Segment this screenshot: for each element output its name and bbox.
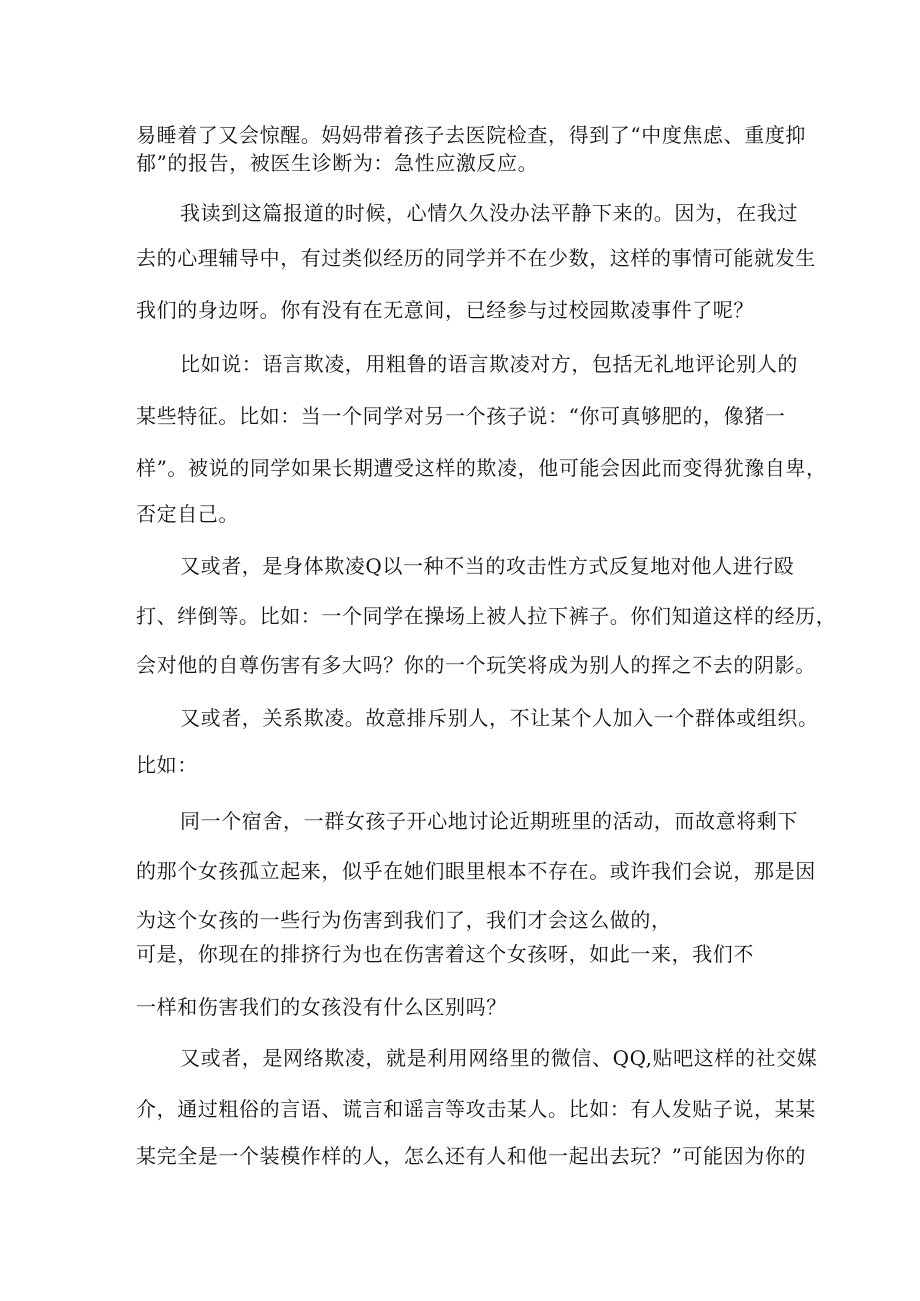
text-line: 样”。被说的同学如果长期遭受这样的欺凌，他可能会因此而变得犹豫自卑，	[136, 456, 827, 480]
text-line: 比如说：语言欺凌，用粗鲁的语言欺凌对方，包括无礼地评论别人的	[180, 352, 798, 376]
text-line: 我们的身边呀。你有没有在无意间，已经参与过校园欺凌事件了呢？	[136, 298, 754, 322]
text-line: 可是，你现在的排挤行为也在伤害着这个女孩呀，如此一来，我们不	[136, 942, 754, 966]
text-line: 比如：	[136, 753, 198, 777]
text-line: 去的心理辅导中，有过类似经历的同学并不在少数，这样的事情可能就发生	[136, 246, 816, 270]
text-line: 郁”的报告，被医生诊断为：急性应激反应。	[136, 151, 539, 175]
text-line: 又或者，关系欺凌。故意排斥别人，不让某个人加入一个群体或组织。	[180, 706, 819, 730]
text-line: 打、绊倒等。比如：一个同学在操场上被人拉下裤子。你们知道这样的经历，	[136, 604, 837, 628]
text-line: 为这个女孩的一些行为伤害到我们了，我们才会这么做的，	[136, 908, 672, 932]
text-line: 某完全是一个装模作样的人，怎么还有人和他一起出去玩？”可能因为你的	[136, 1144, 807, 1168]
text-line: 某些特征。比如：当一个同学对另一个孩子说：“你可真够肥的，像猪一	[136, 404, 786, 428]
text-line: 介，通过粗俗的言语、谎言和谣言等攻击某人。比如：有人发贴子说，某某	[136, 1097, 816, 1121]
text-line: 会对他的自尊伤害有多大吗？你的一个玩笑将成为别人的挥之不去的阴影。	[136, 653, 816, 677]
text-line: 同一个宿舍，一群女孩子开心地讨论近期班里的活动，而故意将剩下	[180, 809, 798, 833]
text-line: 易睡着了又会惊醒。妈妈带着孩子去医院检查，得到了“中度焦虑、重度抑	[136, 123, 807, 147]
text-line: 又或者，是身体欺凌Q以一种不当的攻击性方式反复地对他人进行殴	[180, 554, 795, 578]
text-line: 我读到这篇报道的时候，心情久久没办法平静下来的。因为，在我过	[180, 201, 798, 225]
text-line: 否定自己。	[136, 502, 239, 526]
text-line: 一样和伤害我们的女孩没有什么区别吗？	[136, 995, 507, 1019]
text-line: 又或者，是网络欺凌，就是利用网络里的微信、QQ,贴吧这样的社交媒	[180, 1046, 818, 1070]
text-line: 的那个女孩孤立起来，似乎在她们眼里根本不存在。或许我们会说，那是因	[136, 859, 816, 883]
